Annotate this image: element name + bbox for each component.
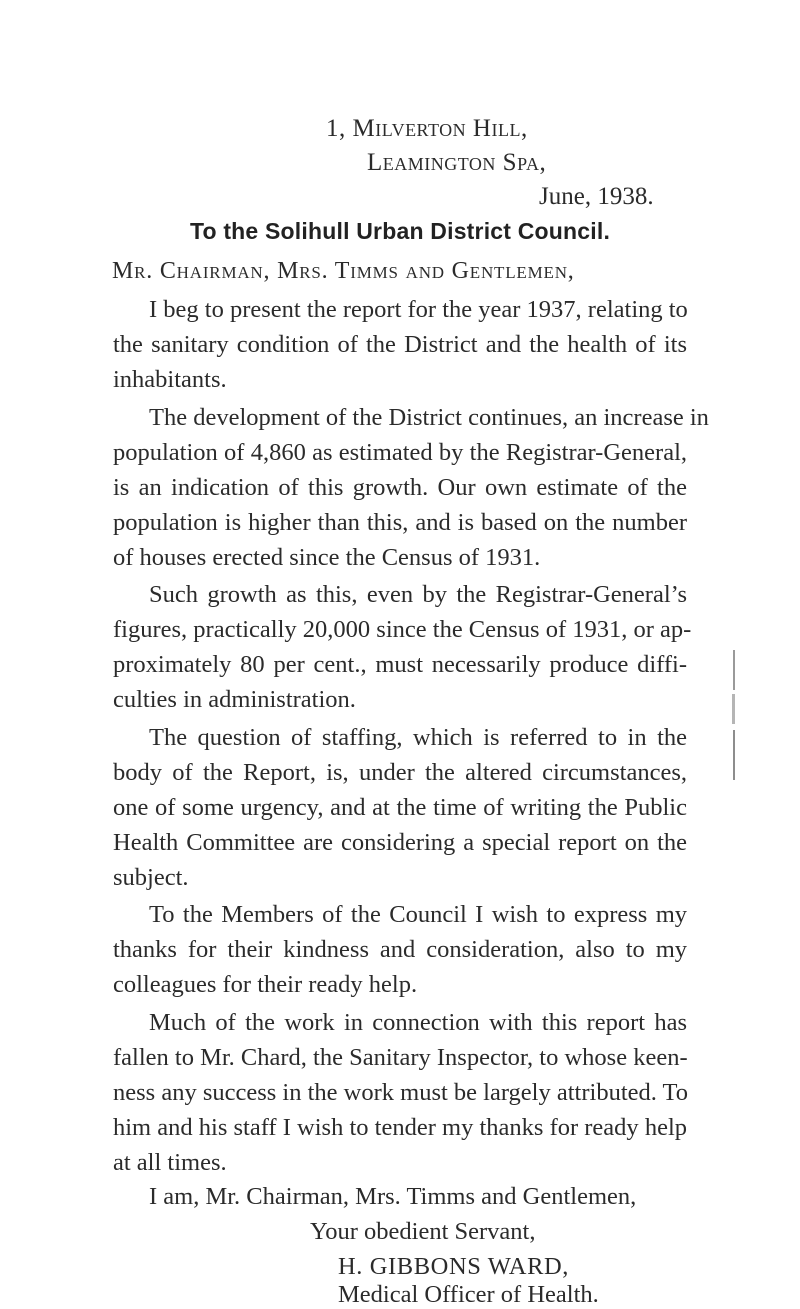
paragraph-line: subject.	[113, 864, 189, 891]
paragraph-3	[113, 577, 692, 717]
paragraph-line: proximately 80 per cent., must necessarily produce diffi-	[113, 651, 687, 678]
address-line-1: 1, Milverton Hill,	[326, 115, 528, 142]
paragraph-line: body of the Report, is, under the altered circumstances,	[113, 759, 687, 786]
paragraph-line: inhabitants.	[113, 366, 227, 393]
paragraph-line: culties in administration.	[113, 686, 356, 713]
paragraph-line: one of some urgency, and at the time of writing the Public	[113, 794, 687, 821]
paragraph-line: at all times.	[113, 1149, 227, 1176]
paragraph-line: population of 4,860 as estimated by the Registrar-General,	[113, 439, 687, 466]
paragraph-1	[113, 292, 687, 397]
scan-artifact-mark	[731, 650, 737, 780]
paragraph-6	[113, 1005, 687, 1180]
paragraph-line: population is higher than this, and is based on the number	[113, 509, 687, 536]
paragraph-line: him and his staff I wish to tender my thanks for ready help	[113, 1114, 687, 1141]
paragraph-line: The development of the District continues, an increase in	[149, 404, 709, 431]
paragraph-line: Health Committee are considering a special report on the	[113, 829, 687, 856]
paragraph-5	[113, 897, 687, 1002]
paragraph-line: I beg to present the report for the year 1937, relating to	[149, 296, 688, 323]
paragraph-line: thanks for their kindness and consideration, also to my	[113, 936, 687, 963]
addressee-heading: To the Solihull Urban District Council.	[189, 218, 611, 244]
paragraph-4	[113, 720, 687, 895]
paragraph-line: the sanitary condition of the District and the health of its	[113, 331, 687, 358]
paragraph-line: The question of staffing, which is referred to in the	[149, 724, 687, 751]
letter-date: June, 1938.	[539, 183, 654, 210]
paragraph-line: Much of the work in connection with this report has	[149, 1009, 687, 1036]
paragraph-line: figures, practically 20,000 since the Census of 1931, or ap-	[113, 616, 692, 643]
paragraph-line: of houses erected since the Census of 1931.	[113, 544, 541, 571]
paragraph-line: ness any success in the work must be largely attributed. To	[113, 1079, 689, 1106]
signatory-title: Medical Officer of Health.	[338, 1281, 599, 1308]
paragraph-2	[113, 400, 709, 575]
paragraph-line: fallen to Mr. Chard, the Sanitary Inspector, to whose keen-	[113, 1044, 688, 1071]
paragraph-line: colleagues for their ready help.	[113, 971, 418, 998]
address-line-2: Leamington Spa,	[367, 149, 547, 176]
signatory-name: H. GIBBONS WARD,	[338, 1253, 570, 1280]
paragraph-line: To the Members of the Council I wish to express my	[149, 901, 687, 928]
salutation: Mr. Chairman, Mrs. Timms and Gentlemen,	[112, 258, 575, 284]
paragraph-line: is an indication of this growth. Our own estimate of the	[113, 474, 687, 501]
closing-servant: Your obedient Servant,	[310, 1218, 536, 1245]
closing-line: I am, Mr. Chairman, Mrs. Timms and Gentlemen,	[149, 1183, 637, 1210]
paragraph-line: Such growth as this, even by the Registrar-General’s	[149, 581, 687, 608]
